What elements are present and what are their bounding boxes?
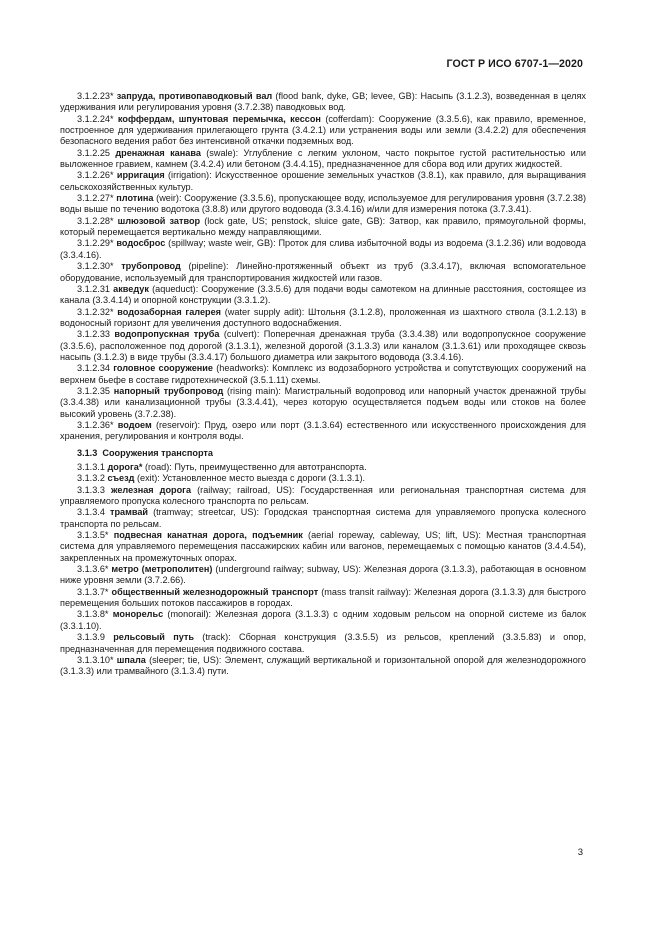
term-entry xyxy=(60,91,586,114)
term-title: напорный трубопровод xyxy=(113,385,224,396)
term-definition: (cofferdam): Сооружение (3.3.5.6), как правило, временное, построенное для удерживания прилегающего грунта (3.4.2.1) или устранения воды или земли (3.4.2.2) для обеспечения безопасного ведения работ без интенсивной откачки подземных вод. xyxy=(60,113,586,147)
term-title: дорога* xyxy=(107,462,143,472)
term-number: 3.1.2.29* xyxy=(77,238,114,249)
term-title: шпала xyxy=(116,654,146,665)
term-definition: (reservoir): Пруд, озеро или порт (3.1.3.64) естественного или искусственного происхождения для хранения, регулирования и контроля воды. xyxy=(60,419,586,442)
term-number: 3.1.2.27* xyxy=(77,193,114,204)
term-number: 3.1.2.24* xyxy=(77,113,114,124)
term-title: дренажная канава xyxy=(115,147,201,158)
term-entry xyxy=(60,170,586,193)
term-definition: (swale): Углубление с легким уклоном, часто покрытое густой растительностью или выложенное гравием, камнем (3.4.2.4) или бетоном (3.4.4.15), предназначенное для сбора вод или других жидкостей. xyxy=(60,147,586,170)
term-number: 3.1.3.8* xyxy=(77,609,109,620)
term-title: общественный железнодорожный транспорт xyxy=(111,586,319,597)
term-number: 3.1.3.2 xyxy=(77,473,105,484)
term-definition: (underground railway; subway, US): Железная дорога (3.1.3.3), работающая в основном ниже уровня земли (3.7.2.66). xyxy=(60,564,586,586)
term-definition: (flood bank, dyke, GB; levee, GB): Насыпь (3.1.2.3), возведенная в целях удерживания или регулирования уровня (3.7.2.38) паводковых вод. xyxy=(60,91,586,113)
term-entry xyxy=(60,420,586,443)
term-number: 3.1.3.3 xyxy=(77,484,105,495)
term-definition: (mass transit railway): Железная дорога (3.1.3.3) для быстрого перемещения больших потоков пассажиров в городах. xyxy=(60,586,586,609)
term-title: водопропускная труба xyxy=(114,329,220,340)
term-entry xyxy=(60,530,586,564)
term-entry xyxy=(60,284,586,307)
term-definition: (exit): Установленное место выезда с дороги (3.1.3.1). xyxy=(134,473,366,484)
term-definition: (tramway; streetcar, US): Городская транспортная система для управляемого пропуска колесного транспорта по рельсам. xyxy=(60,507,586,529)
term-number: 3.1.3.9 xyxy=(77,632,105,643)
section-title: Сооружения транспорта xyxy=(102,447,213,458)
term-number: 3.1.2.34 xyxy=(77,363,110,374)
term-entry xyxy=(60,238,586,261)
term-definition: (road): Путь, преимущественно для автотранспорта. xyxy=(142,462,367,472)
term-definition: (weir): Сооружение (3.3.5.6), пропускающее воду, используемое для регулирования уровня (3.7.2.38) воды выше по течению водотока (3.8.8) или другого водовода (3.3.4.16) и/или для измерения потока (3.7.3.41). xyxy=(60,193,586,215)
term-number: 3.1.3.7* xyxy=(77,586,109,597)
section-heading xyxy=(60,448,586,459)
term-entry xyxy=(60,632,586,655)
document-header: ГОСТ Р ИСО 6707-1—2020 xyxy=(446,58,583,70)
entry-list-hydraulic xyxy=(60,91,586,443)
term-definition: (monorail): Железная дорога (3.1.3.3) с одним ходовым рельсом на опорной системе из балок (3.3.1.10). xyxy=(60,609,586,631)
term-definition: (rising main): Магистральный водопровод или напорный участок дренажной трубы (3.3.4.38) или канализационной трубы (3.3.4.41), через которую осуществляется подъем воды или стоков на более высокий уровень (3.7.2.38). xyxy=(60,385,586,419)
term-definition: (water supply adit): Штольня (3.1.2.8), проложенная из шахтного ствола (3.1.2.13) в водоносный горизонт для увеличения доступного водоснабжения. xyxy=(60,306,586,328)
term-entry xyxy=(60,587,586,610)
term-entry xyxy=(60,148,586,171)
document-body xyxy=(60,91,586,678)
term-entry xyxy=(60,114,586,148)
term-title: подвесная канатная дорога, подъемник xyxy=(113,530,303,541)
term-entry xyxy=(60,564,586,587)
term-title: шлюзовой затвор xyxy=(117,215,201,226)
term-entry xyxy=(60,609,586,632)
term-entry xyxy=(60,507,586,530)
term-title: ирригация xyxy=(116,170,165,181)
term-entry xyxy=(60,485,586,508)
term-number: 3.1.2.36* xyxy=(77,419,114,430)
term-title: водоем xyxy=(117,419,152,430)
term-title: акведук xyxy=(113,283,149,294)
term-entry xyxy=(60,462,586,473)
term-entry xyxy=(60,473,586,484)
term-number: 3.1.2.25 xyxy=(77,147,110,158)
section-number: 3.1.3 xyxy=(77,447,98,458)
term-title: трубопровод xyxy=(121,261,181,272)
term-number: 3.1.2.30* xyxy=(77,261,114,272)
term-entry xyxy=(60,193,586,216)
term-definition: (headworks): Комплекс из водозаборного устройства и сопутствующих сооружений на верхнем бьефе в составе гидротехнической (3.5.1.11) схемы. xyxy=(60,363,586,385)
term-entry xyxy=(60,261,586,284)
page-number: 3 xyxy=(577,847,583,858)
term-definition: (railway; railroad, US): Государственная или региональная транспортная система для управляемого пропуска колесного транспорта по рельсам. xyxy=(60,484,586,507)
term-title: рельсовый путь xyxy=(113,632,194,643)
term-number: 3.1.2.35 xyxy=(77,385,110,396)
term-title: трамвай xyxy=(109,507,149,518)
term-number: 3.1.2.33 xyxy=(77,329,110,340)
term-title: съезд xyxy=(107,473,135,484)
term-definition: (pipeline): Линейно-протяженный объект из труб (3.3.4.17), включая вспомогательное оборудование, используемый для транспортирования жидкостей или газов. xyxy=(60,261,586,283)
term-title: монорельс xyxy=(112,609,164,620)
term-title: запруда, противопаводковый вал xyxy=(116,91,273,101)
term-number: 3.1.3.4 xyxy=(77,507,105,518)
term-number: 3.1.2.31 xyxy=(77,283,110,294)
term-number: 3.1.2.26* xyxy=(77,170,114,181)
term-entry xyxy=(60,363,586,386)
term-title: плотина xyxy=(116,193,154,204)
term-number: 3.1.3.10* xyxy=(77,654,114,665)
term-definition: (track): Сборная конструкция (3.3.5.5) из рельсов, креплений (3.3.5.83) и опор, предназначенная для перемещения подвижного состава. xyxy=(60,632,586,654)
term-entry xyxy=(60,216,586,239)
term-definition: (aerial ropeway, cableway, US; lift, US): Местная транспортная система для управляемого перемещения пассажирских кабин или вагонов, перемещаемых с помощью канатов (3.4.4.54), закрепленных на промежуточных опорах. xyxy=(60,530,586,563)
term-definition: (sleeper; tie, US): Элемент, служащий вертикальной и горизонтальной опорой для железнодорожного (3.1.3.3) или трамвайного (3.1.3.4) пути. xyxy=(60,654,586,677)
term-title: метро (метрополитен) xyxy=(111,564,213,575)
term-definition: (aqueduct): Сооружение (3.3.5.6) для подачи воды самотеком на длинные расстояния, состоящее из канала (3.3.4.14) и опорной конструкции (3.3.1.2). xyxy=(60,283,586,306)
term-title: железная дорога xyxy=(110,484,192,495)
term-title: коффердам, шпунтовая перемычка, кессон xyxy=(117,113,321,124)
term-definition: (lock gate, US; penstock, sluice gate, GB): Затвор, как правило, прямоугольной формы, который перемещается вертикально между направляющими. xyxy=(60,215,586,238)
term-number: 3.1.2.28* xyxy=(77,215,114,226)
term-title: водозаборная галерея xyxy=(117,306,222,317)
term-definition: (irrigation): Искусственное орошение земельных участков (3.8.1), как правило, для выращивания сельскохозяйственных культур. xyxy=(60,170,586,192)
term-title: головное сооружение xyxy=(113,363,213,374)
term-number: 3.1.2.23* xyxy=(77,91,114,101)
term-entry xyxy=(60,307,586,330)
term-number: 3.1.3.6* xyxy=(77,564,109,575)
term-entry xyxy=(60,329,586,363)
term-number: 3.1.3.5* xyxy=(77,530,109,541)
term-number: 3.1.2.32* xyxy=(77,306,114,317)
term-entry xyxy=(60,386,586,420)
term-definition: (spillway; waste weir, GB): Проток для слива избыточной воды из водоема (3.1.2.36) или водовода (3.3.4.16). xyxy=(60,238,586,260)
term-number: 3.1.3.1 xyxy=(77,462,105,472)
term-definition: (culvert): Поперечная дренажная труба (3.3.4.38) или водопропускное сооружение (3.3.5.6), расположенное под дорогой (3.1.3.1), железной дорогой (3.1.3.3) или каналом (3.1.3.61) или проходящее сквозь насыпь (3.1.2.3) в виде трубы (3.3.4.17) большого диаметра или закрытого водовода (3.3.4.16). xyxy=(60,329,587,362)
term-title: водосброс xyxy=(116,238,166,249)
term-entry xyxy=(60,655,586,678)
entry-list-transport xyxy=(60,462,586,678)
